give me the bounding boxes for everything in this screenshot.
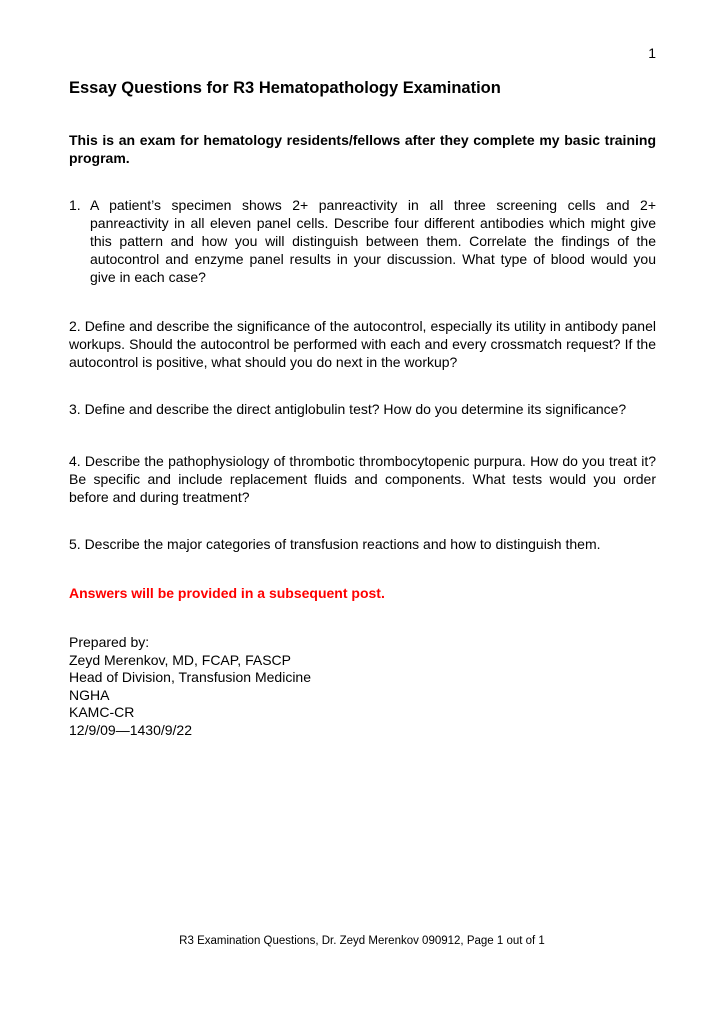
signature-block (69, 634, 311, 739)
signature-position: Head of Division, Transfusion Medicine (69, 669, 312, 685)
signature-org: NGHA (69, 686, 110, 703)
signature-name: Zeyd Merenkov, MD, FCAP, FASCP (69, 651, 291, 668)
question-2: 2. Define and describe the significance of the autocontrol, especially its utility in antibody panel workups. Should the autocontrol be performed with each and every crossmatch request? If the autocontrol is positive, what should you do next in the workup? (69, 318, 656, 370)
page-footer: R3 Examination Questions, Dr. Zeyd Merenkov 090912, Page 1 out of 1 (179, 935, 545, 947)
question-1-text: A patient’s specimen shows 2+ panreactivity in all three screening cells and 2+ panreactivity in all eleven panel cells. Describe four different antibodies which might give this pattern and how you will distinguish between them. Correlate the findings of the autocontrol and enzyme panel results in your discussion. What type of blood would you give in each case? (90, 197, 656, 285)
question-3: 3. Define and describe the direct antiglobulin test? How do you determine its significance? (69, 401, 627, 417)
intro-text: This is an exam for hematology residents/fellows after they complete my basic training program. (69, 132, 656, 166)
signature-label: Prepared by: (69, 634, 150, 650)
question-1 (69, 196, 656, 286)
page-number: 1 (648, 45, 656, 61)
signature-site: KAMC-CR (69, 704, 135, 720)
signature-date: 12/9/09—1430/9/22 (69, 721, 192, 738)
question-1-number: 1. (69, 197, 81, 213)
document-title: Essay Questions for R3 Hematopathology Examination (69, 79, 501, 97)
question-5: 5. Describe the major categories of transfusion reactions and how to distinguish them. (69, 536, 601, 552)
question-4: 4. Describe the pathophysiology of thrombotic thrombocytopenic purpura. How do you treat it? Be specific and include replacement fluids and components. What tests would you order before and during treatment? (69, 453, 656, 505)
answers-note: Answers will be provided in a subsequent post. (69, 585, 385, 601)
